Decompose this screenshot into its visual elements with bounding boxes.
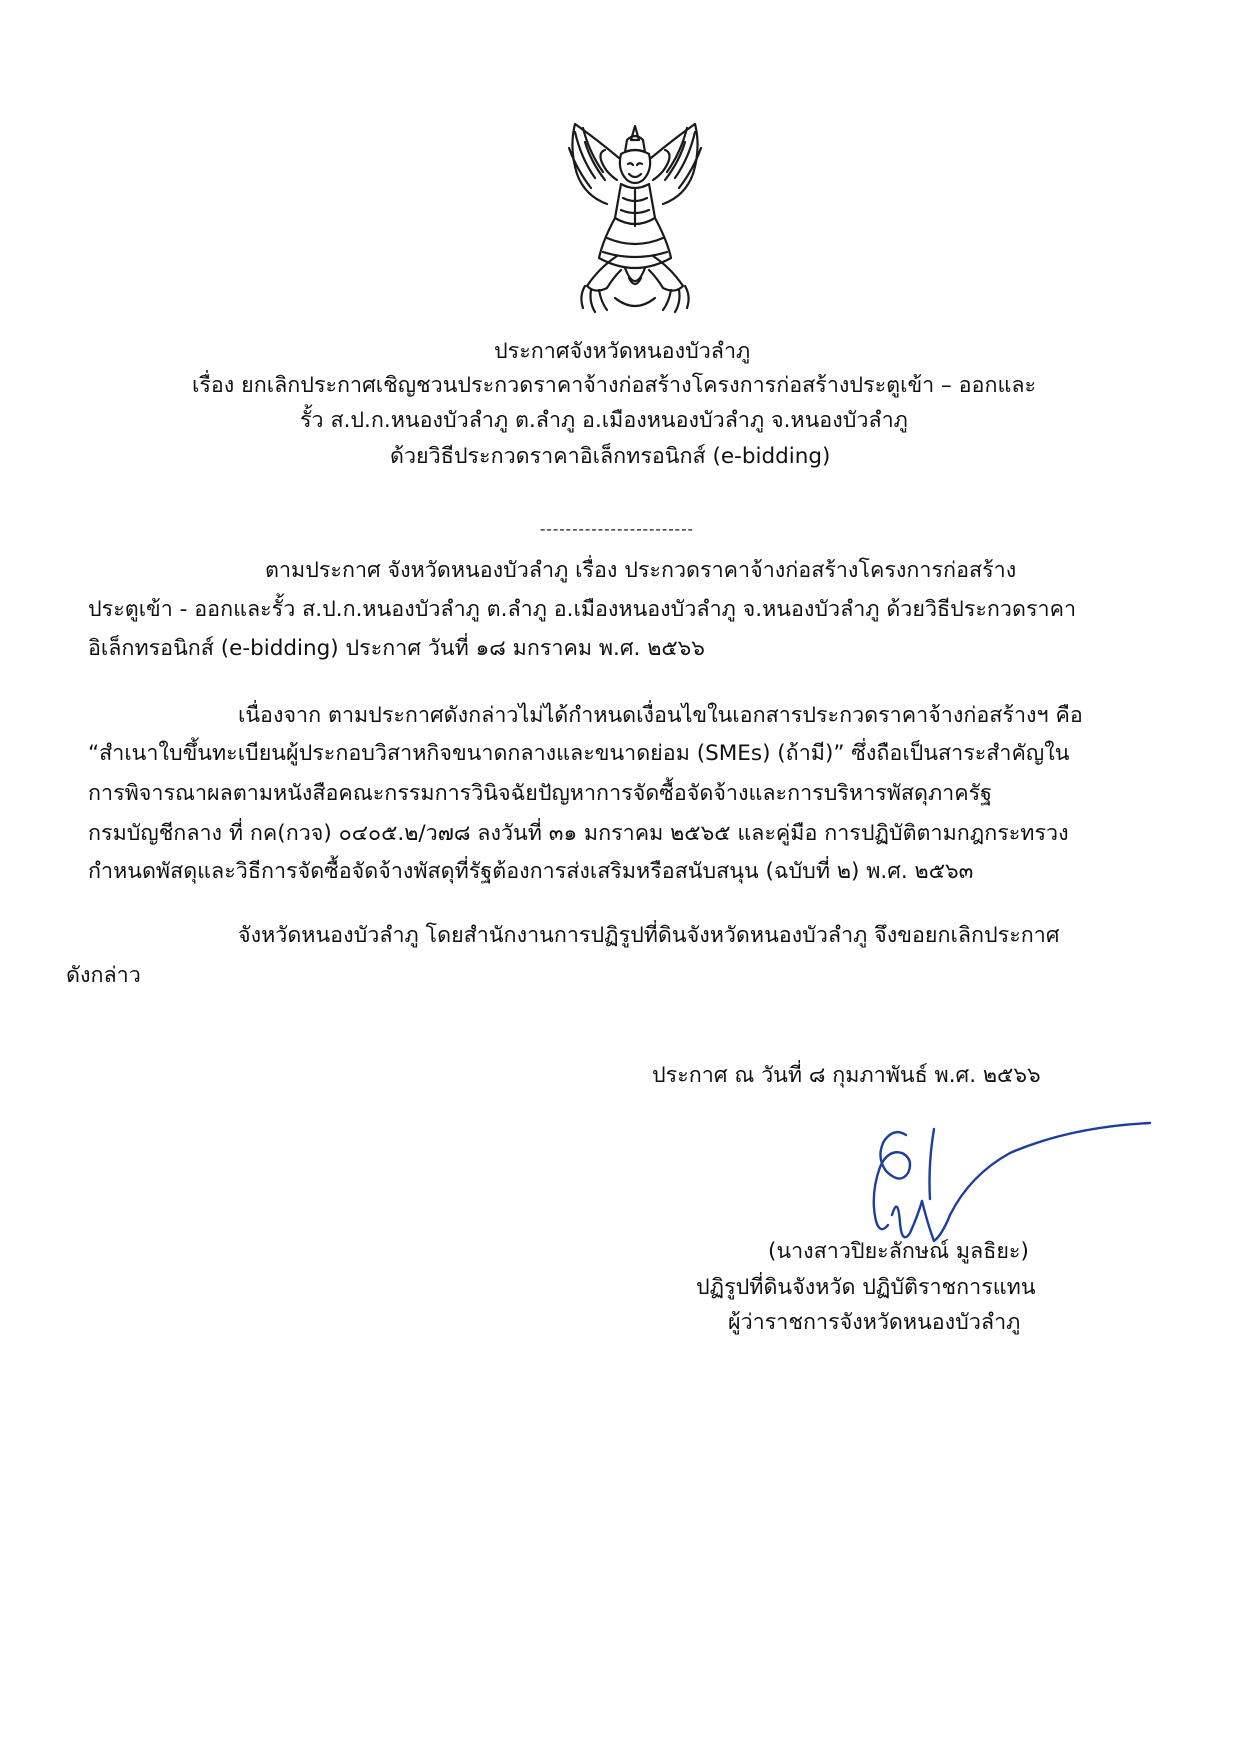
- announcement-title: ประกาศจังหวัดหนองบัวลำภู: [494, 339, 751, 364]
- paragraph-3-line-2: ดังกล่าว: [66, 963, 141, 988]
- paragraph-1-line-1: ตามประกาศ จังหวัดหนองบัวลำภู เรื่อง ประกวดราคาจ้างก่อสร้างโครงการก่อสร้าง: [265, 558, 1017, 583]
- signatory-position-2: ผู้ว่าราชการจังหวัดหนองบัวลำภู: [728, 1310, 1021, 1335]
- garuda-emblem-icon: [555, 118, 715, 323]
- subject-line-1: เรื่อง ยกเลิกประกาศเชิญชวนประกวดราคาจ้างก่อสร้างโครงการก่อสร้างประตูเข้า – ออกและ: [192, 373, 1037, 398]
- signatory-name: (นางสาวปิยะลักษณ์ มูลธิยะ): [768, 1239, 1029, 1264]
- paragraph-1-line-2: ประตูเข้า - ออกและรั้ว ส.ป.ก.หนองบัวลำภู ต.ลำภู อ.เมืองหนองบัวลำภู จ.หนองบัวลำภู ด้วยวิธีประกวดราคา: [88, 597, 1077, 622]
- paragraph-2-line-1: เนื่องจาก ตามประกาศดังกล่าวไม่ได้กำหนดเงื่อนไขในเอกสารประกวดราคาจ้างก่อสร้างฯ คือ: [238, 703, 1083, 728]
- paragraph-2-line-4: กรมบัญชีกลาง ที่ กค(กวจ) ๐๔๐๕.๒/ว๗๘ ลงวันที่ ๓๑ มกราคม ๒๕๖๕ และคู่มือ การปฏิบัติตามกฎกระทรวง: [88, 821, 1069, 846]
- subject-line-3: ด้วยวิธีประกวดราคาอิเล็กทรอนิกส์ (e-bidding): [390, 444, 831, 469]
- title-divider: ------------------------: [540, 520, 694, 538]
- paragraph-2-line-5: กำหนดพัสดุและวิธีการจัดซื้อจัดจ้างพัสดุที่รัฐต้องการส่งเสริมหรือสนับสนุน (ฉบับที่ ๒) พ.ศ. ๒๕๖๓: [88, 859, 974, 884]
- paragraph-2-line-3: การพิจารณาผลตามหนังสือคณะกรรมการวินิจฉัยปัญหาการจัดซื้อจัดจ้างและการบริหารพัสดุภาครัฐ: [88, 781, 992, 806]
- subject-line-2: รั้ว ส.ป.ก.หนองบัวลำภู ต.ลำภู อ.เมืองหนองบัวลำภู จ.หนองบัวลำภู: [300, 408, 908, 433]
- signatory-position-1: ปฏิรูปที่ดินจังหวัด ปฏิบัติราชการแทน: [696, 1275, 1036, 1300]
- paragraph-3-line-1: จังหวัดหนองบัวลำภู โดยสำนักงานการปฏิรูปที่ดินจังหวัดหนองบัวลำภู จึงขอยกเลิกประกาศ: [238, 923, 1060, 948]
- paragraph-2-line-2: “สำเนาใบขึ้นทะเบียนผู้ประกอบวิสาหกิจขนาดกลางและขนาดย่อม (SMEs) (ถ้ามี)” ซึ่งถือเป็นสาระสำคัญใน: [88, 741, 1070, 766]
- announcement-date: ประกาศ ณ วันที่ ๘ กุมภาพันธ์ พ.ศ. ๒๕๖๖: [652, 1063, 1041, 1088]
- paragraph-1-line-3: อิเล็กทรอนิกส์ (e-bidding) ประกาศ วันที่ ๑๘ มกราคม พ.ศ. ๒๕๖๖: [88, 636, 705, 661]
